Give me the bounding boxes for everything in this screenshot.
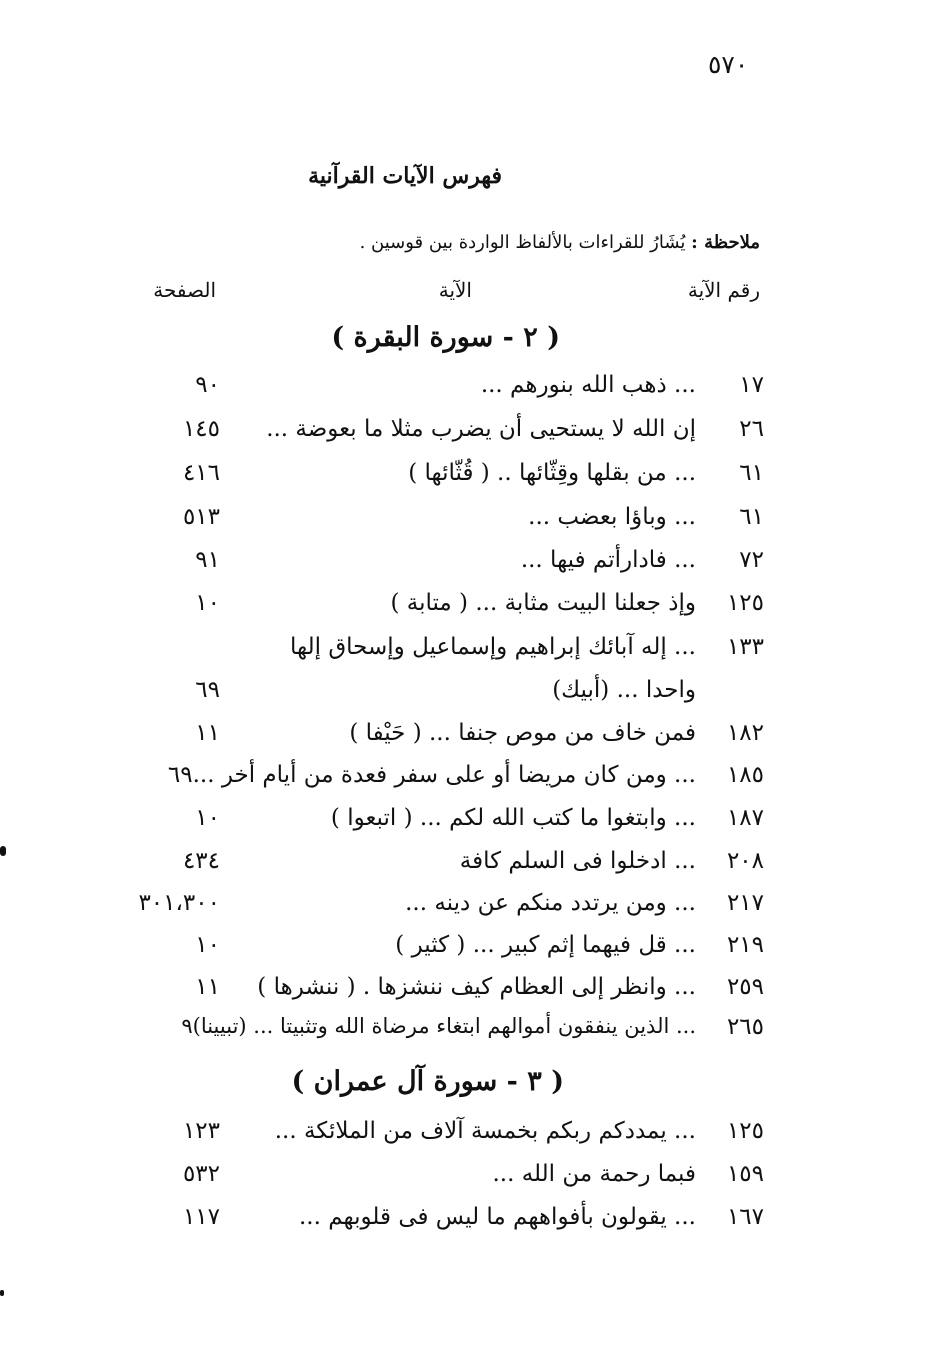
verse-number: ١٧ — [739, 372, 764, 398]
verse-text: ... وباؤا بعضب ... — [528, 504, 696, 530]
table-row — [0, 805, 942, 849]
verse-text: ... وانظر إلى العظام كيف ننشزها . ( ننشرها ) — [257, 974, 696, 1000]
column-header-page: الصفحة — [153, 278, 216, 302]
page-ref: ٣٠١،٣٠٠ — [138, 890, 220, 916]
table-row — [0, 372, 942, 416]
table-row — [0, 890, 942, 934]
verse-number: ٢٠٨ — [726, 848, 764, 874]
verse-number: ٦١ — [739, 460, 764, 486]
verse-number: ١٣٣ — [726, 634, 764, 660]
scan-mark — [0, 846, 6, 856]
verse-number: ٢٦٥ — [726, 1014, 764, 1040]
verse-text: ... ذهب الله بنورهم ... — [480, 372, 696, 398]
table-row — [0, 720, 942, 764]
page-ref: ٥١٣ — [182, 504, 220, 530]
verse-number: ١٨٥ — [726, 762, 764, 788]
table-row — [0, 590, 942, 634]
page-ref: ١١ — [195, 974, 220, 1000]
verse-text: ... قل فيهما إثم كبير ... ( كثير ) — [395, 932, 696, 958]
verse-text: ... فادارأتم فيها ... — [520, 547, 696, 573]
verse-text: ... يقولون بأفواههم ما ليس فى قلوبهم ... — [298, 1204, 696, 1230]
note-label: ملاحظة : — [691, 232, 760, 253]
verse-text: ... إله آبائك إبراهيم وإسماعيل وإسحاق إلها — [290, 634, 696, 660]
page-ref: ١٠ — [195, 805, 220, 831]
verse-text: وإذ جعلنا البيت مثابة ... ( متابة ) — [390, 590, 696, 616]
verse-text: واحدا ... (أبيك) — [552, 677, 696, 703]
verse-text: ... من بقلها وقِثّائها .. ( قُثّائها ) — [408, 460, 696, 486]
page-ref: ١٠ — [195, 590, 220, 616]
table-row — [0, 547, 942, 591]
verse-number: ٢١٩ — [726, 932, 764, 958]
verse-text: ... ومن يرتدد منكم عن دينه ... — [405, 890, 696, 916]
surah-heading: ( ٢ - سورة البقرة ) — [331, 322, 560, 353]
page-ref: ١٤٥ — [182, 416, 220, 442]
verse-text: ... ادخلوا فى السلم كافة — [459, 848, 696, 874]
table-row — [0, 1118, 942, 1162]
column-header-verse-number: رقم الآية — [687, 278, 760, 302]
page-ref: ٥٣٢ — [182, 1161, 220, 1187]
page-ref: ٤١٦ — [182, 460, 220, 486]
page-ref: ١٢٣ — [182, 1118, 220, 1144]
table-row — [0, 1161, 942, 1205]
table-row — [0, 1014, 942, 1058]
verse-number: ٦١ — [739, 504, 764, 530]
verse-text: ... ومن كان مريضا أو على سفر فعدة من أيام أخر ...٦٩ — [167, 762, 696, 788]
page-ref: ٦٩ — [195, 677, 220, 703]
page-ref: ١٠ — [195, 932, 220, 958]
verse-number: ٢١٧ — [726, 890, 764, 916]
verse-number: ١٢٥ — [726, 590, 764, 616]
page-ref: ٩١ — [195, 547, 220, 573]
verse-text: فبما رحمة من الله ... — [492, 1161, 696, 1187]
table-row — [0, 634, 942, 678]
page-number: ٥٧٠ — [708, 50, 749, 79]
verse-text: ... يمددكم ربكم بخمسة آلاف من الملائكة ... — [274, 1118, 696, 1144]
verse-number: ٧٢ — [739, 547, 764, 573]
page-ref: ٩٠ — [195, 372, 220, 398]
verse-number: ١٢٥ — [726, 1118, 764, 1144]
surah-heading: ( ٣ - سورة آل عمران ) — [291, 1066, 564, 1097]
page-ref: ٤٣٤ — [182, 848, 220, 874]
verse-number: ٢٥٩ — [726, 974, 764, 1000]
note-text: يُشَارُ للقراءات بالألفاظ الواردة بين قوسين . — [359, 232, 686, 253]
verse-text: ... الذين ينفقون أموالهم ابتغاء مرضاة الله وتثبيتا ... (تبيينا)٩ — [181, 1014, 696, 1038]
verse-text: ... وابتغوا ما كتب الله لكم ... ( اتبعوا ) — [330, 805, 696, 831]
page-ref: ١١٧ — [182, 1204, 220, 1230]
index-title: فهرس الآيات القرآنية — [308, 163, 502, 189]
table-row — [0, 460, 942, 504]
table-row — [0, 932, 942, 976]
table-row — [0, 677, 942, 721]
table-row — [0, 762, 942, 806]
verse-number: ١٦٧ — [726, 1204, 764, 1230]
verse-number: ١٨٢ — [726, 720, 764, 746]
note-line — [360, 232, 760, 253]
verse-number: ١٥٩ — [726, 1161, 764, 1187]
table-row — [0, 974, 942, 1018]
scan-mark — [0, 1290, 4, 1296]
verse-text: فمن خاف من موص جنفا ... ( حَيْفا ) — [349, 720, 696, 746]
column-header-verse: الآية — [438, 278, 472, 302]
verse-number: ١٨٧ — [726, 805, 764, 831]
verse-text: إن الله لا يستحيى أن يضرب مثلا ما بعوضة ... — [266, 416, 696, 442]
table-row — [0, 848, 942, 892]
verse-number: ٢٦ — [739, 416, 764, 442]
page-ref: ١١ — [195, 720, 220, 746]
table-row — [0, 1204, 942, 1248]
table-row — [0, 504, 942, 548]
table-row — [0, 416, 942, 460]
